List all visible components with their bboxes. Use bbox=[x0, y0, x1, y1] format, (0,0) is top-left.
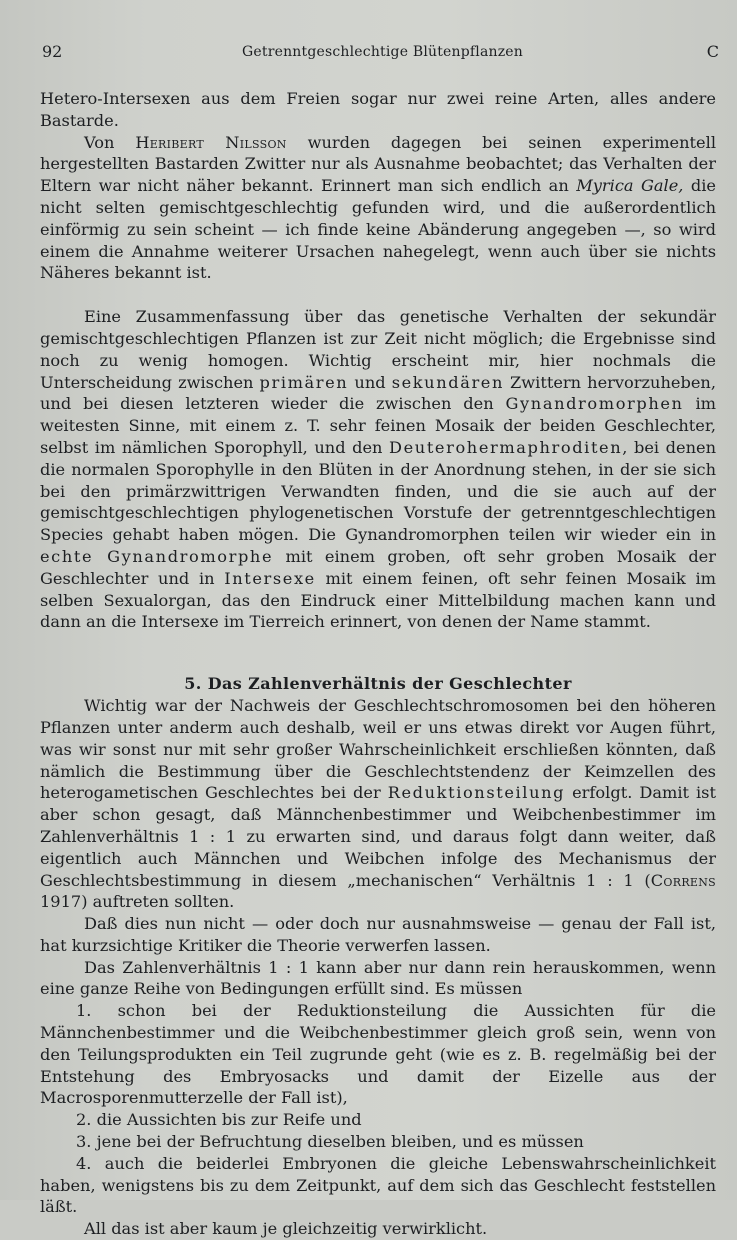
text-run: Eine Zusammenfassung über das genetische Verhalten der sekundär gemischtgeschlechtigen Pflanzen ist zur Zeit nicht möglich; die Ergebnisse sind noch zu wenig homogen. Wichtig erscheint mir, hier nochmals die Unterscheidung zwischen bbox=[40, 307, 716, 392]
running-title: Getrenntgeschlechtige Blütenpflanzen bbox=[242, 44, 524, 60]
list-item: 2. die Aussichten bis zur Reife und bbox=[76, 1110, 362, 1130]
spaced-term: Deuterohermaphroditen bbox=[389, 437, 623, 457]
paragraph-kritiker: Daß dies nun nicht — oder doch nur ausnahmsweise — genau der Fall ist, hat kurzsichtige Kritiker die Theorie verwerfen lassen. bbox=[40, 914, 716, 955]
text-run: 1917) auftreten sollten. bbox=[40, 892, 235, 912]
text-run: Wichtig war der Nachweis der Geschlechtschromosomen bei den höheren Pflanzen unter anderm auch deshalb, weil er uns etwas direkt vor Augen führt, was wir sonst nur mit sehr großer Wahrscheinlichkeit erschließen könnten, daß nämlich die Bestimmung über die Geschlechtstendenz der Keimzellen des heterogametischen Geschlechtes bei der bbox=[40, 696, 716, 803]
text-run: Von bbox=[84, 132, 136, 152]
list-item: 3. jene bei der Befruchtung dieselben bleiben, und es müssen bbox=[76, 1132, 584, 1152]
spaced-term: Intersexe bbox=[224, 568, 316, 588]
paragraph-continued: Hetero-Intersexen aus dem Freien sogar nur zwei reine Arten, alles andere Bastarde. bbox=[40, 89, 716, 130]
spaced-term: primären bbox=[259, 372, 349, 392]
text-run: mit einem feinen, oft sehr feinen Mosaik im selben Sexualorgan, das den Eindruck einer Mittelbildung machen kann und dann an die Intersexe im Tierreich erinnert, von denen der Name stammt. bbox=[40, 568, 716, 632]
species-name: Myrica Gale, bbox=[576, 176, 684, 196]
spaced-term: Reduktionsteilung bbox=[387, 783, 566, 803]
page-body bbox=[40, 88, 716, 1240]
page-number: 92 bbox=[42, 42, 63, 61]
section-gap bbox=[40, 633, 716, 673]
page-header bbox=[42, 42, 719, 66]
paragraph-nilsson bbox=[40, 132, 716, 285]
paragraph-nachweis bbox=[40, 695, 716, 913]
author-name: Heribert Nilsson bbox=[135, 132, 287, 152]
paragraph-bedingungen: Das Zahlenverhältnis 1 : 1 kann aber nur dann rein herauskommen, wenn eine ganze Reihe von Bedingungen erfüllt sind. Es müssen bbox=[40, 957, 716, 999]
paragraph-summary bbox=[40, 306, 716, 633]
text-run: mit einem groben, oft sehr groben Mosaik der Geschlechter und in bbox=[40, 546, 716, 588]
author-name: Correns bbox=[650, 870, 716, 890]
text-run: erfolgt. Damit ist aber schon gesagt, daß Männchenbestimmer und Weibchenbestimmer im Zahlenverhältnis 1 : 1 zu erwarten sind, und daraus folgt dann weiter, daß eigentlich auch Männchen und Weibchen infolge des Mechanismus der Geschlechtsbestimmung in diesem „mechanischen“ Verhältnis 1 : 1 ( bbox=[40, 783, 716, 890]
spaced-term: echte Gynandromorphe bbox=[40, 546, 274, 566]
section-heading: 5. Das Zahlenverhältnis der Geschlechter bbox=[184, 674, 572, 694]
text-run: und bbox=[348, 372, 392, 392]
spaced-term: sekundären bbox=[391, 372, 504, 392]
list-item: 1. schon bei der Reduktionsteilung die Aussichten für die Männchenbestimmer und die Weibchenbestimmer gleich groß sein, wenn von den Teilungsprodukten ein Teil zugrunde geht (wie es z. B. regelmäßig bei der Entstehung des Embryosacks und damit der Eizelle aus der Macrosporenmutterzelle der Fall ist), bbox=[40, 1001, 716, 1108]
text-run: wurden dagegen bei seinen experimentell hergestellten Bastarden Zwitter nur als Ausnahme beobachtet; das Verhalten der Eltern war nicht näher bekannt. Erinnert man sich endlich an bbox=[40, 132, 716, 196]
text-run: , bei denen die normalen Sporophylle in den Blüten in der Anordnung stehen, in der sie sich bei den primärzwittrigen Verwandten finden, und die sie auch auf der gemischtgeschlechtigen phylogenetischen Vorstufe der getrenntgeschlechtigen Species gehabt haben mögen. Die Gynandromorphen teilen wir wieder ein in bbox=[40, 437, 717, 545]
text-run: im weitesten Sinne, mit einem z. T. sehr feinen Mosaik der beiden Geschlechter, selbst im nämlichen Sporophyll, und den bbox=[40, 394, 716, 457]
text-run: Zwittern hervorzuheben, und bei diesen letzteren wieder die zwischen den bbox=[40, 372, 716, 414]
paragraph-closing: All das ist aber kaum je gleichzeitig verwirklicht. bbox=[84, 1219, 488, 1239]
spaced-term: Gynandromorphen bbox=[505, 394, 684, 414]
section-signature: C bbox=[706, 42, 719, 61]
text-run: die nicht selten gemischtgeschlechtig gefunden wird, und die außerordentlich einförmig zu sein scheint — ich finde keine Abänderung angegeben —, so wird einem die Annahme weiterer Ursachen nahegelegt, wenn auch über sie nichts Näheres bekannt ist. bbox=[40, 176, 716, 283]
paragraph-gap bbox=[40, 284, 716, 306]
list-item: 4. auch die beiderlei Embryonen die gleiche Lebenswahrscheinlichkeit haben, wenigstens bis zu dem Zeitpunkt, auf dem sich das Geschlecht feststellen läßt. bbox=[40, 1153, 716, 1217]
